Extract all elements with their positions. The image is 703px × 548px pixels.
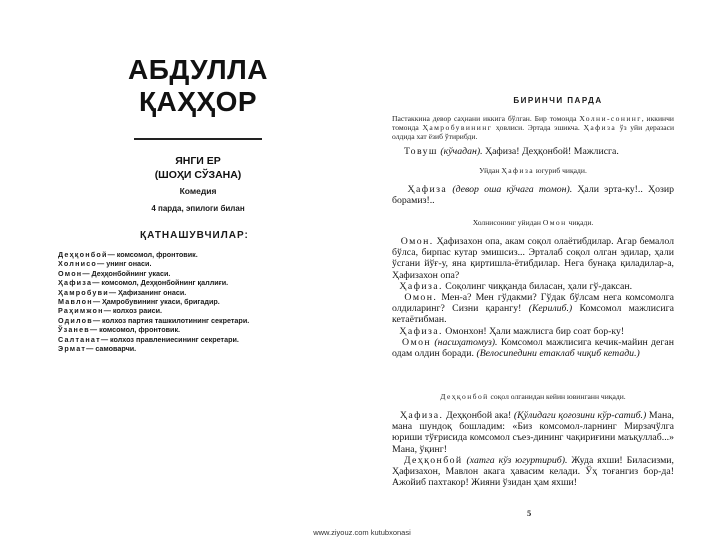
cast-list: [58, 250, 328, 353]
cast-member-name: Ҳамробуви: [58, 287, 109, 297]
cast-member-description: — Деҳқонбойнинг укаси.: [82, 268, 171, 278]
cast-heading: ҚАТНАШУВЧИЛАР:: [140, 230, 249, 241]
footer-source: www.ziyouz.com kutubxonasi: [313, 528, 411, 537]
play-title-alt: (ШОҲИ СЎЗАНА): [154, 169, 242, 181]
cast-member-description: — самоварчи.: [86, 344, 137, 354]
dialogue-line: Омон. Мен-а? Мен гўдакми? Гўдак бўлсам нега комсомолга олдиларинг? Сизни қарангу! (Керилиб.) Комсомол мажлисига кетаётибман.: [392, 292, 675, 326]
cast-member-name: Ўзанев: [58, 325, 90, 335]
cast-member-name: Омон: [58, 268, 83, 278]
cast-member-name: Одилов: [58, 315, 93, 325]
cast-member-name: Мавлон: [58, 297, 93, 307]
acts-label: 4 пардa, эпилоги билан: [151, 204, 245, 213]
author-first-name: АБДУЛЛА: [128, 54, 268, 85]
page-number: 5: [527, 508, 532, 518]
title-divider: [134, 138, 262, 140]
cast-member-description: — унинг онаси.: [97, 259, 152, 269]
cast-member-description: — комсомол, фронтовик.: [89, 325, 181, 335]
cast-member: [58, 344, 328, 353]
play-title: [128, 154, 268, 182]
stage-direction-opening: Пастаккина девор саҳнани иккига бўлган. Бир томонда Холни-сонинг, иккинчи томонда Ҳамробувининг ҳовлиси. Эртада эшикча. Ҳафиза ўз уйи деразаси олдида хат ёзиб ўтирибди.: [392, 114, 675, 141]
act-title: БИРИНЧИ ПАРДА: [513, 96, 603, 105]
author-name: [118, 54, 278, 118]
cast-member-name: Салтанат: [58, 334, 101, 344]
cast-member: [58, 306, 328, 315]
cast-member: [58, 288, 328, 297]
dialogue-line: Омон. Ҳафизахон опа, акам соқол олаётибдилар. Агар бемалол бўлса, бирпас кутар эмишсиз... Эрталаб соқол олган эдилар, ҳали ўсгани йўғ-у, яна қиртишла-ётибдилар. Нега бунақа қиладилар-а, Ҳафизахон опа?: [392, 236, 674, 281]
stage-direction: Холнисонинг уйидан Омон чиқади.: [472, 218, 594, 227]
dialogue-line: Ҳафиза. Деҳқонбой ака! (Қўлидаги қоғозини кўр-сатиб.) Мана, мана шундоқ бошладим: «Биз комсомол-ларнинг Мирзачўлга юриши тўғрисида комсомол съез-дининг чақириғини маъқуллаб...» Мана, ўқинг!: [392, 410, 674, 455]
dialogue-block: [392, 236, 674, 359]
play-title-main: ЯНГИ ЕР: [175, 155, 221, 167]
dialogue-line: Ҳафиза (девор оша кўчага томон). Ҳали эрта-ку!.. Ҳозир борамиз!..: [392, 184, 674, 207]
cast-member: [58, 250, 328, 259]
cast-member-name: Раҳимжон: [58, 306, 104, 316]
cast-member: [58, 259, 328, 268]
dialogue-line: Ҳафиза. Омонхон! Ҳали мажлисга бир соат бор-ку!: [399, 325, 625, 337]
dialogue-line: Омон (насиҳатомуз). Комсомол мажлисига кечик-майин деган одам олдин боради. (Велосипедини етаклаб чиқиб кетади.): [392, 336, 674, 360]
cast-member-description: — колхоз правлениесининг секретари.: [100, 334, 239, 344]
cast-member: [58, 297, 328, 306]
cast-member: [58, 278, 328, 287]
left-page: [0, 0, 350, 548]
cast-member: [58, 316, 328, 325]
cast-member-description: — колхоз раиси.: [103, 306, 163, 316]
stage-direction: Деҳқонбой соқол олганидан кейин ювинганн чиқади.: [440, 392, 626, 401]
cast-member-description: — Ҳафизанинг онаси.: [108, 287, 187, 297]
cast-member: [58, 325, 328, 334]
genre-label: Комедия: [179, 186, 217, 196]
dialogue-line: Ҳафиза. Соқолинг чиққанда биласан, ҳали гў-даксан.: [399, 280, 633, 292]
dialogue-line: Товуш (кўчадан). Ҳафиза! Деҳқонбой! Мажлисга.: [404, 146, 619, 157]
cast-member-name: Деҳқонбой: [58, 250, 108, 259]
cast-member-name: Эрмат: [58, 344, 87, 354]
cast-member-description: — колхоз партия ташкилотининг секретари.: [92, 315, 250, 325]
stage-direction: Уйдан Ҳафиза югуриб чиқади.: [479, 166, 587, 175]
dialogue-block: [392, 410, 674, 488]
cast-member: [58, 335, 328, 344]
cast-member-description: — комсомол, Деҳқонбойнинг қаллиғи.: [92, 278, 229, 288]
cast-member-description: — Ҳамробувининг укаси, бригадир.: [92, 297, 220, 307]
cast-member-name: Холнисо: [58, 259, 98, 269]
dialogue-line: Деҳқонбой (хатга кўз югуртириб). Жуда яхши! Биласизми, Ҳафизахон, Мавлон акага ҳавасим келади. Ўҳ тоғангиз бор-да! Ажойиб пахтакор! Жияни ўзидан ҳам яхши!: [392, 454, 674, 489]
cast-member: [58, 269, 328, 278]
cast-member-name: Ҳафиза: [58, 278, 93, 288]
cast-member-description: — комсомол, фронтовик.: [107, 250, 198, 259]
author-last-name: ҚАҲҲОР: [138, 86, 258, 117]
